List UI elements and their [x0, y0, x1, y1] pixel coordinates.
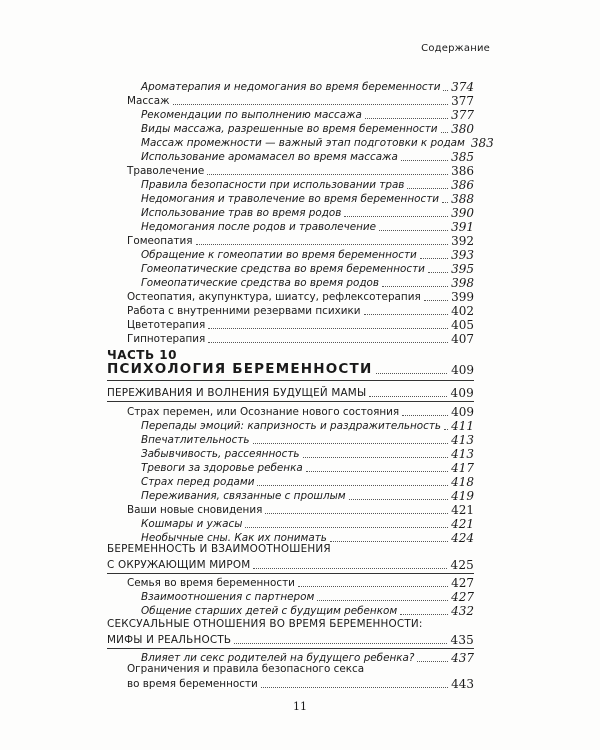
page-number: 409 [451, 363, 474, 377]
dot-leader [428, 272, 448, 273]
entry-label: во время беременности [127, 678, 258, 690]
page-number: 392 [451, 234, 474, 248]
entry-label: Остеопатия, акупунктура, шиатсу, рефлексотерапия [127, 291, 421, 303]
dot-leader [234, 643, 447, 644]
toc-entry[interactable] [107, 79, 474, 93]
entry-label: Гомеопатические средства во время беременности [141, 263, 425, 275]
dot-leader [400, 614, 448, 615]
toc-entry[interactable] [107, 432, 474, 446]
toc-entry[interactable] [107, 317, 474, 331]
divider [107, 648, 474, 649]
entry-label: Недомогания и траволечение во время беременности [141, 193, 440, 205]
part-label: ЧАСТЬ 10 [107, 348, 177, 362]
entry-label: Ваши новые сновидения [127, 504, 263, 516]
entry-label: Правила безопасности при использовании трав [141, 179, 405, 191]
entry-label: Забывчивость, рассеянность [141, 448, 300, 460]
divider [107, 401, 474, 402]
entry-label: Перепады эмоций: капризность и раздражительность [141, 420, 442, 432]
section-entry[interactable] [107, 632, 474, 646]
page-number: 419 [451, 489, 474, 503]
dot-leader [196, 244, 449, 245]
page-number: 435 [450, 633, 474, 647]
section-title-line1: БЕРЕМЕННОСТЬ И ВЗАИМООТНОШЕНИЯ [107, 543, 331, 555]
page-number: 432 [451, 604, 474, 618]
dot-leader [376, 373, 447, 374]
entry-label: Использование аромамасел во время массажа [141, 151, 398, 163]
section-title: С ОКРУЖАЮЩИМ МИРОМ [107, 559, 251, 571]
page-number: 402 [451, 304, 474, 318]
running-header: Содержание [421, 43, 490, 54]
dot-leader [420, 258, 448, 259]
entry-label: Использование трав во время родов [141, 207, 342, 219]
dot-leader [317, 600, 448, 601]
page-number: 374 [451, 80, 474, 94]
dot-leader [441, 132, 449, 133]
entry-label-line1: Ограничения и правила безопасного секса [127, 663, 365, 675]
toc-entry[interactable] [107, 488, 474, 502]
toc-entry[interactable] [107, 603, 474, 617]
toc-entry[interactable] [107, 275, 474, 289]
toc-entry[interactable] [107, 474, 474, 488]
dot-leader [382, 286, 448, 287]
entry-label: Обращение к гомеопатии во время беременности [141, 249, 417, 261]
toc-entry[interactable] [107, 676, 474, 690]
page-folio: 11 [293, 700, 307, 713]
dot-leader [306, 471, 448, 472]
toc-entry[interactable] [107, 418, 474, 432]
toc-entry[interactable] [107, 205, 474, 219]
page-number: 405 [451, 318, 474, 332]
dot-leader [344, 216, 448, 217]
page-number: 425 [450, 558, 474, 572]
page-number: 383 [470, 136, 494, 150]
toc-entry[interactable] [107, 177, 474, 191]
toc-entry[interactable] [107, 289, 474, 303]
entry-label: Тревоги за здоровье ребенка [141, 462, 303, 474]
toc-entry[interactable] [107, 575, 474, 589]
page-number: 390 [451, 206, 474, 220]
toc-entry[interactable] [107, 516, 474, 530]
dot-leader [365, 118, 448, 119]
page-number: 427 [451, 590, 474, 604]
entry-label: Общение старших детей с будущим ребенком [141, 605, 398, 617]
section-entry[interactable] [107, 557, 474, 571]
page-number: 443 [451, 677, 474, 691]
divider [107, 380, 474, 381]
page-number: 407 [451, 332, 474, 346]
entry-label: Семья во время беременности [127, 577, 295, 589]
page-number: 409 [450, 386, 474, 400]
toc-entry[interactable] [107, 233, 474, 247]
dot-leader [261, 687, 448, 688]
dot-leader [208, 328, 448, 329]
page-number: 388 [451, 192, 474, 206]
dot-leader [364, 314, 449, 315]
page-number: 413 [451, 433, 474, 447]
entry-label: Гипнотерапия [127, 333, 206, 345]
dot-leader [265, 513, 448, 514]
divider [107, 573, 474, 574]
toc-entry[interactable] [107, 261, 474, 275]
toc-entry[interactable] [107, 191, 474, 205]
entry-label: Страх перемен, или Осознание нового состояния [127, 406, 400, 418]
toc-entry[interactable] [107, 107, 474, 121]
page-number: 437 [451, 651, 474, 665]
toc-entry[interactable] [107, 93, 474, 107]
toc-entry[interactable] [107, 303, 474, 317]
toc-entry[interactable] [107, 331, 474, 345]
entry-label: Траволечение [127, 165, 205, 177]
entry-label: Страх перед родами [141, 476, 255, 488]
toc-entry[interactable] [107, 502, 474, 516]
dot-leader [401, 160, 448, 161]
entry-label: Цветотерапия [127, 319, 206, 331]
page-number: 418 [451, 475, 474, 489]
page-number: 380 [451, 122, 474, 136]
toc-entry[interactable] [107, 404, 474, 418]
table-of-contents [107, 0, 494, 750]
dot-leader [253, 443, 449, 444]
entry-label: Влияет ли секс родителей на будущего ребенка? [141, 652, 415, 664]
page-number: 393 [451, 248, 474, 262]
dot-leader [424, 300, 448, 301]
toc-entry[interactable] [107, 149, 474, 163]
page-number: 409 [451, 405, 474, 419]
entry-label: Впечатлительность [141, 434, 250, 446]
toc-entry[interactable] [107, 219, 474, 233]
entry-label: Гомеопатия [127, 235, 193, 247]
page-number: 398 [451, 276, 474, 290]
toc-entry[interactable] [107, 135, 494, 150]
dot-leader [444, 429, 448, 430]
entry-label: Работа с внутренними резервами психики [127, 305, 361, 317]
toc-entry[interactable] [107, 163, 474, 177]
dot-leader [257, 485, 448, 486]
page-number: 413 [451, 447, 474, 461]
page-number: 421 [451, 517, 474, 531]
dot-leader [402, 415, 448, 416]
dot-leader [369, 396, 447, 397]
section-title: ПЕРЕЖИВАНИЯ И ВОЛНЕНИЯ БУДУЩЕЙ МАМЫ [107, 387, 367, 399]
entry-label: Необычные сны. Как их понимать [141, 532, 327, 544]
page-number: 399 [451, 290, 474, 304]
page-number: 395 [451, 262, 474, 276]
dot-leader [303, 457, 449, 458]
page-number: 421 [451, 503, 474, 517]
entry-label: Недомогания после родов и траволечение [141, 221, 377, 233]
entry-label: Массаж промежности — важный этап подготовки к родам [141, 137, 465, 149]
entry-label: Ароматерапия и недомогания во время беременности [141, 81, 441, 93]
entry-label: Рекомендации по выполнению массажа [141, 109, 362, 121]
section-entry[interactable] [107, 385, 474, 399]
dot-leader [173, 104, 449, 105]
dot-leader [207, 174, 448, 175]
dot-leader [349, 499, 448, 500]
toc-entry[interactable] [107, 460, 474, 474]
entry-label: Кошмары и ужасы [141, 518, 243, 530]
part-title-entry[interactable] [107, 360, 474, 377]
dot-leader [379, 230, 448, 231]
page-number: 411 [451, 419, 474, 433]
toc-entry[interactable] [107, 121, 474, 135]
dot-leader [245, 527, 448, 528]
entry-label: Гомеопатические средства во время родов [141, 277, 380, 289]
page-number: 391 [451, 220, 474, 234]
entry-label: Взаимоотношения с партнером [141, 591, 315, 603]
page-number: 385 [451, 150, 474, 164]
entry-label: Переживания, связанные с прошлым [141, 490, 346, 502]
section-title-line1: СЕКСУАЛЬНЫЕ ОТНОШЕНИЯ ВО ВРЕМЯ БЕРЕМЕННОСТИ: [107, 618, 423, 630]
page-number: 377 [451, 108, 474, 122]
dot-leader [253, 568, 447, 569]
page-number: 424 [451, 531, 474, 545]
page-number: 386 [451, 178, 474, 192]
dot-leader [208, 342, 448, 343]
entry-label: Виды массажа, разрешенные во время беременности [141, 123, 438, 135]
section-title: МИФЫ И РЕАЛЬНОСТЬ [107, 634, 232, 646]
toc-entry[interactable] [107, 446, 474, 460]
page-number: 417 [451, 461, 474, 475]
dot-leader [298, 586, 448, 587]
toc-entry[interactable] [107, 589, 474, 603]
page-number: 427 [451, 576, 474, 590]
page-number: 386 [451, 164, 474, 178]
entry-label: Массаж [127, 95, 170, 107]
dot-leader [443, 90, 448, 91]
dot-leader [407, 188, 448, 189]
page-number: 377 [451, 94, 474, 108]
part-title: ПСИХОЛОГИЯ БЕРЕМЕННОСТИ [107, 361, 373, 377]
toc-entry[interactable] [107, 247, 474, 261]
dot-leader [442, 202, 448, 203]
